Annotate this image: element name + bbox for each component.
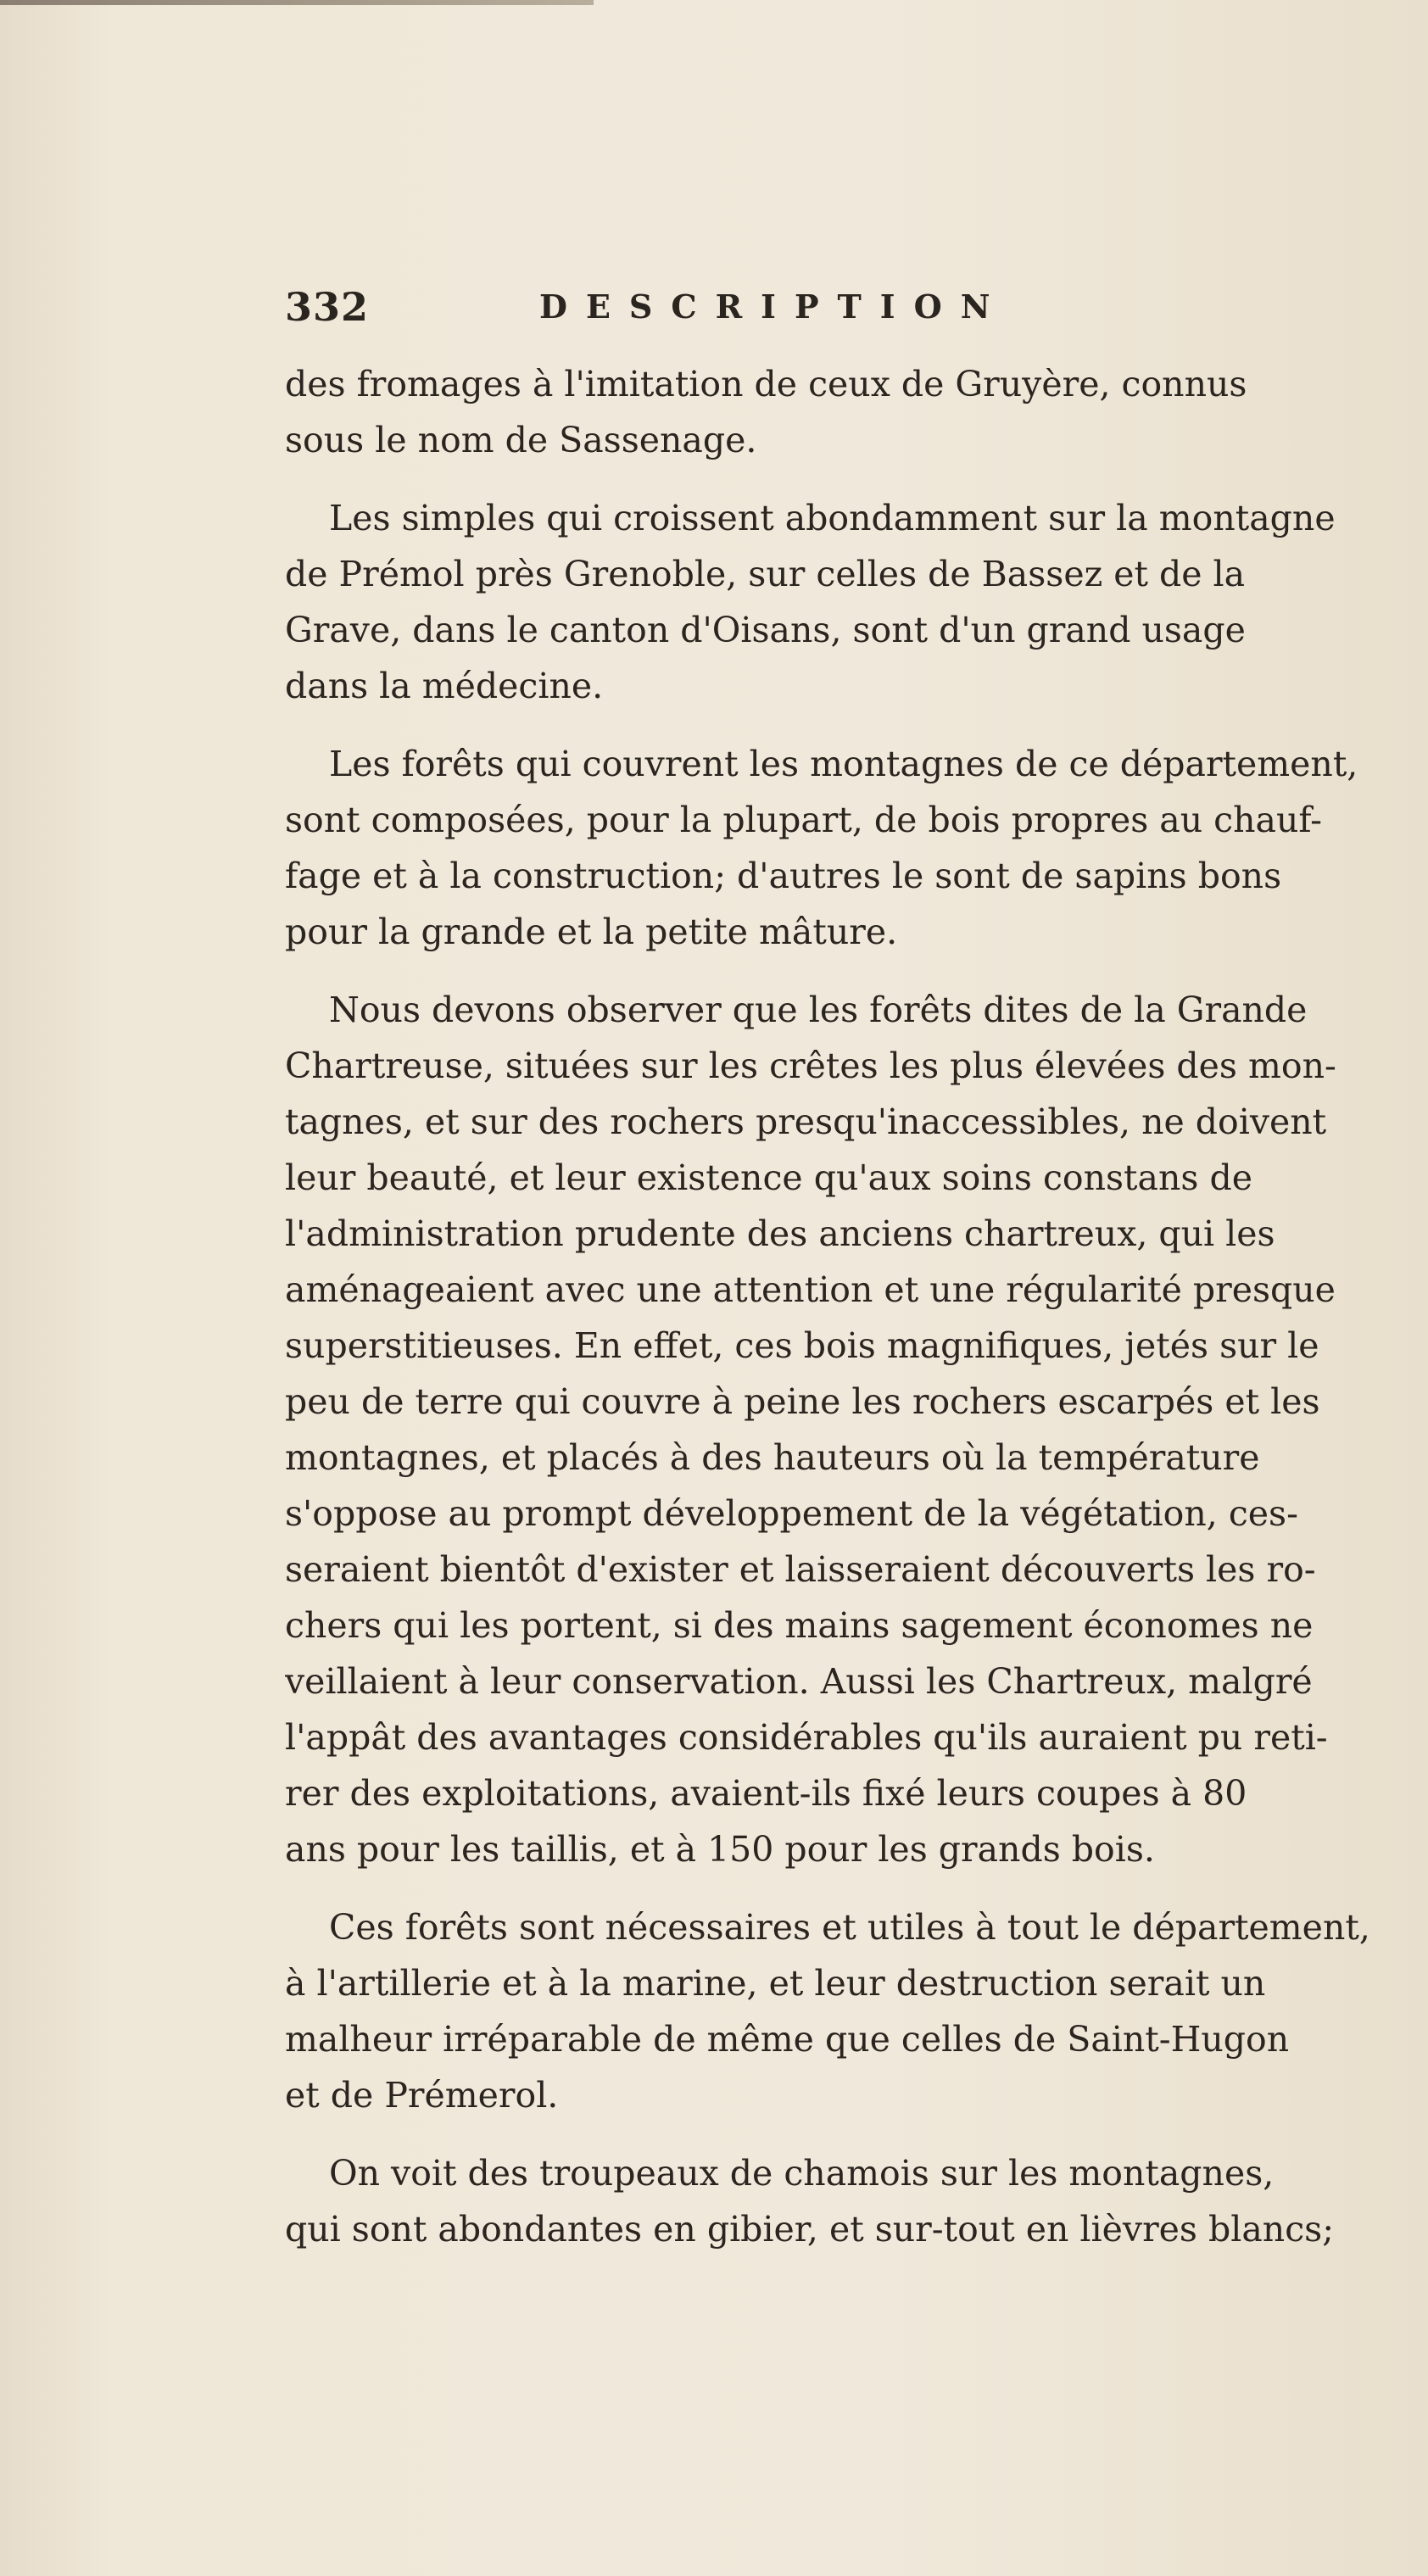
text-line: sont composées, pour la plupart, de bois propres au chauf- xyxy=(285,800,1322,840)
paragraph xyxy=(285,982,1387,1877)
text-line: Les forêts qui couvrent les montagnes de ce département, xyxy=(329,744,1358,784)
body-text xyxy=(285,356,1387,2257)
text-line: superstitieuses. En effet, ces bois magnifiques, jetés sur le xyxy=(285,1325,1319,1366)
paragraph xyxy=(285,490,1387,714)
page-edge-rule xyxy=(0,0,594,5)
text-line: pour la grande et la petite mâture. xyxy=(285,912,898,952)
paragraph xyxy=(285,736,1387,960)
text-line: de Prémol près Grenoble, sur celles de Bassez et de la xyxy=(285,554,1246,594)
text-line: seraient bientôt d'exister et laisseraient découverts les ro- xyxy=(285,1549,1316,1590)
text-line: peu de terre qui couvre à peine les rochers escarpés et les xyxy=(285,1381,1320,1422)
text-line: montagnes, et placés à des hauteurs où la température xyxy=(285,1437,1260,1478)
text-line: l'appât des avantages considérables qu'ils auraient pu reti- xyxy=(285,1717,1328,1758)
text-line: rer des exploitations, avaient-ils fixé leurs coupes à 80 xyxy=(285,1773,1247,1814)
running-title: DESCRIPTION xyxy=(539,287,1009,326)
text-line: à l'artillerie et à la marine, et leur destruction serait un xyxy=(285,1963,1266,2004)
text-line: Nous devons observer que les forêts dites de la Grande xyxy=(329,990,1308,1030)
text-line: veillaient à leur conservation. Aussi les Chartreux, malgré xyxy=(285,1661,1313,1702)
text-line: l'administration prudente des anciens chartreux, qui les xyxy=(285,1213,1275,1254)
paragraph xyxy=(285,1899,1387,2123)
text-line: qui sont abondantes en gibier, et sur-tout en lièvres blancs; xyxy=(285,2209,1335,2250)
text-line: leur beauté, et leur existence qu'aux soins constans de xyxy=(285,1157,1252,1198)
paragraph xyxy=(285,2145,1387,2257)
text-line: Chartreuse, situées sur les crêtes les plus élevées des mon- xyxy=(285,1045,1336,1086)
paragraph xyxy=(285,356,1387,468)
text-line: ans pour les taillis, et à 150 pour les grands bois. xyxy=(285,1829,1155,1870)
text-line: On voit des troupeaux de chamois sur les montagnes, xyxy=(329,2153,1275,2194)
text-line: Grave, dans le canton d'Oisans, sont d'un grand usage xyxy=(285,610,1246,650)
text-line: s'oppose au prompt développement de la végétation, ces- xyxy=(285,1493,1298,1534)
text-line: et de Prémerol. xyxy=(285,2075,559,2116)
text-line: sous le nom de Sassenage. xyxy=(285,420,757,460)
text-line: dans la médecine. xyxy=(285,666,604,706)
text-line: aménageaient avec une attention et une régularité presque xyxy=(285,1269,1336,1310)
text-line: malheur irréparable de même que celles de Saint-Hugon xyxy=(285,2019,1290,2060)
page-header xyxy=(285,284,1116,335)
page-number: 332 xyxy=(285,284,370,330)
text-line: fage et à la construction; d'autres le sont de sapins bons xyxy=(285,856,1282,896)
text-line: tagnes, et sur des rochers presqu'inaccessibles, ne doivent xyxy=(285,1101,1327,1142)
text-line: chers qui les portent, si des mains sagement économes ne xyxy=(285,1605,1314,1646)
text-line: des fromages à l'imitation de ceux de Gruyère, connus xyxy=(285,364,1247,404)
text-line: Ces forêts sont nécessaires et utiles à tout le département, xyxy=(329,1907,1370,1948)
text-line: Les simples qui croissent abondamment sur la montagne xyxy=(329,498,1336,538)
